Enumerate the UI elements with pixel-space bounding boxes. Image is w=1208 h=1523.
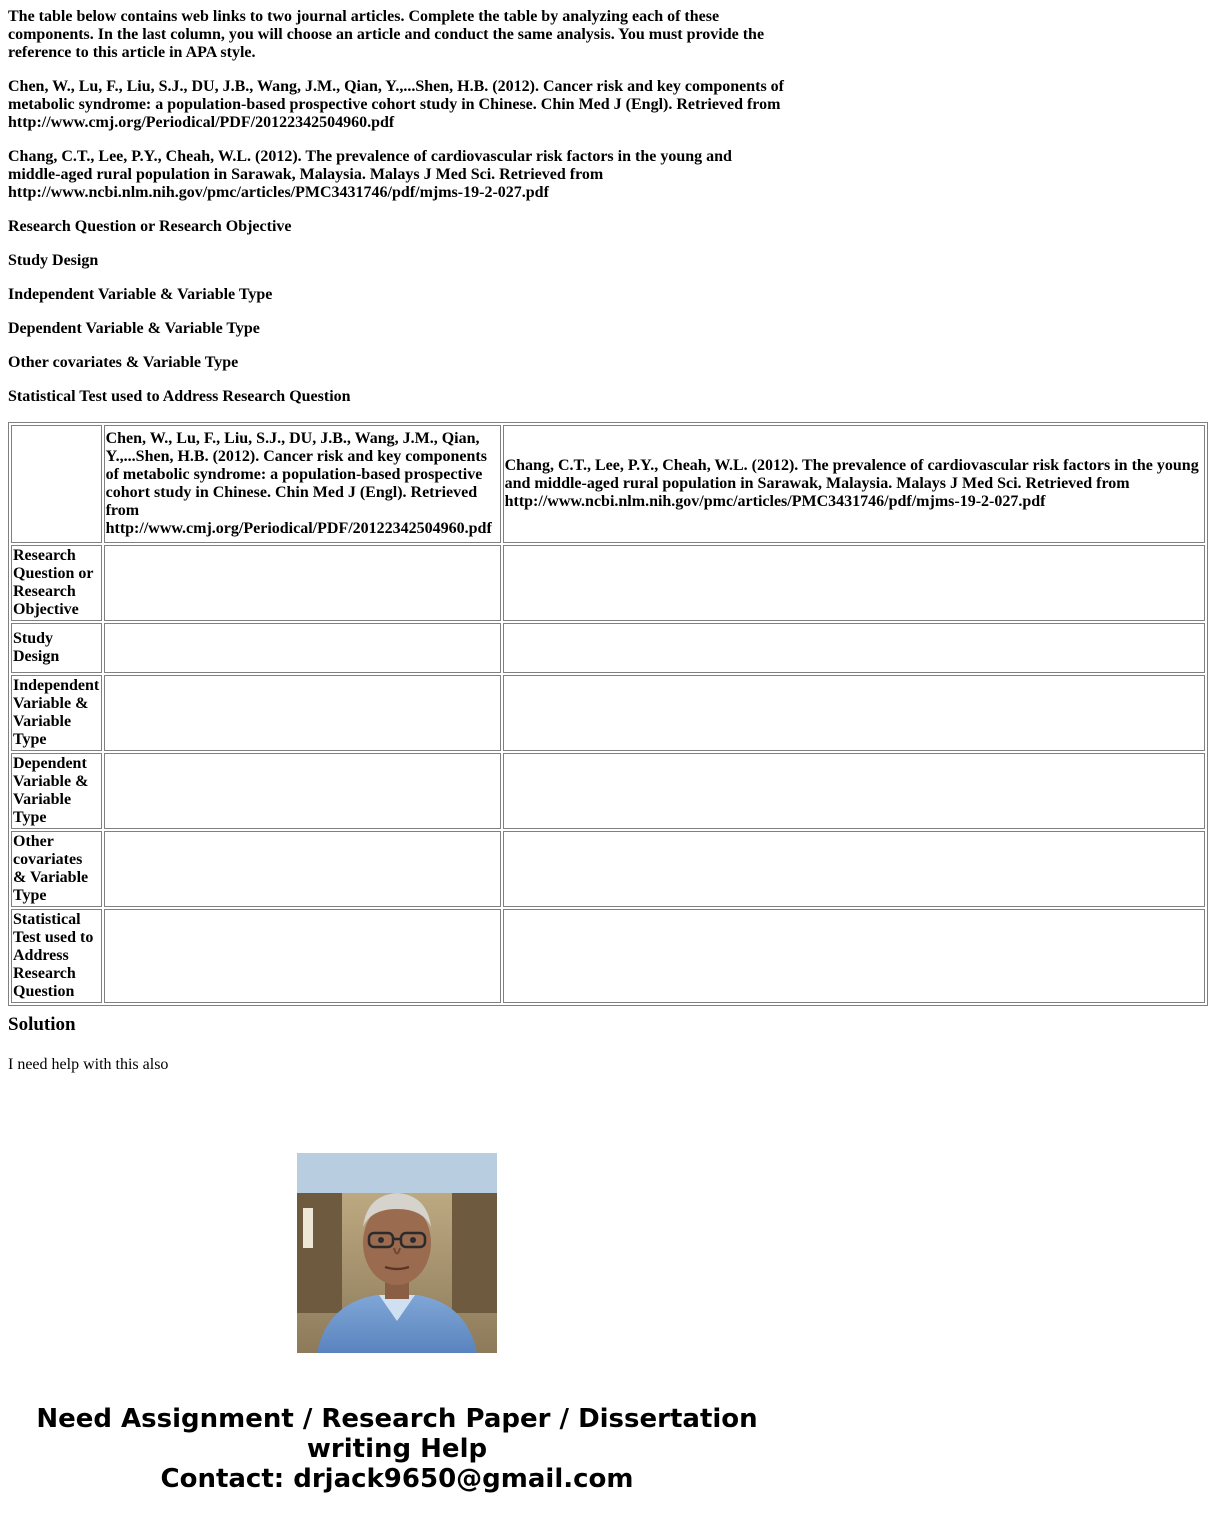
component-other-covariates: Other covariates & Variable Type <box>8 354 239 371</box>
table-row <box>11 623 1205 673</box>
row-label: Dependent Variable & Variable Type <box>11 753 102 829</box>
analysis-table-container <box>8 422 1199 1000</box>
table-cell <box>104 909 501 1003</box>
row-label: Research Question or Research Objective <box>11 545 102 621</box>
reference-1: Chen, W., Lu, F., Liu, S.J., DU, J.B., Wang, J.M., Qian, Y.,...Shen, H.B. (2012). Cancer risk and key components of metabolic syndrome: a population-based prospective cohort study in Chinese. Chin Med J (Engl). Retrieved from http://www.cmj.org/Periodical/PDF/20122342504960.pdf <box>8 78 784 131</box>
expert-avatar <box>297 1153 497 1353</box>
table-cell <box>503 909 1205 1003</box>
row-label: Independent Variable & Variable Type <box>11 675 102 751</box>
table-cell <box>503 753 1205 829</box>
question-body <box>8 8 794 422</box>
promo-line-1: Need Assignment / Research Paper / Dissertation <box>36 1404 758 1434</box>
component-research-question: Research Question or Research Objective <box>8 218 292 235</box>
component-statistical-test: Statistical Test used to Address Research Question <box>8 388 351 405</box>
expert-portrait-image <box>297 1153 497 1353</box>
table-row <box>11 675 1205 751</box>
promo-banner <box>0 1404 794 1494</box>
table-cell <box>104 623 501 673</box>
row-label: Statistical Test used to Address Research Question <box>11 909 102 1003</box>
table-row <box>11 909 1205 1003</box>
table-row <box>11 753 1205 829</box>
table-header-row <box>11 425 1205 543</box>
table-row <box>11 831 1205 907</box>
table-cell <box>503 831 1205 907</box>
solution-text: I need help with this also <box>8 1056 169 1073</box>
row-label: Study Design <box>11 623 102 673</box>
table-cell <box>104 675 501 751</box>
table-header-empty <box>11 425 102 543</box>
table-cell <box>503 675 1205 751</box>
component-study-design: Study Design <box>8 252 99 269</box>
component-dependent-variable: Dependent Variable & Variable Type <box>8 320 260 337</box>
table-cell <box>104 545 501 621</box>
table-header-article-1: Chen, W., Lu, F., Liu, S.J., DU, J.B., Wang, J.M., Qian, Y.,...Shen, H.B. (2012). Cancer risk and key components of metabolic syndrome: a population-based prospective cohort study in Chinese. Chin Med J (Engl). Retrieved from http://www.cmj.org/Periodical/PDF/20122342504960.pdf <box>104 425 501 543</box>
table-cell <box>104 753 501 829</box>
table-header-article-2: Chang, C.T., Lee, P.Y., Cheah, W.L. (2012). The prevalence of cardiovascular risk factors in the young and middle-aged rural population in Sarawak, Malaysia. Malays J Med Sci. Retrieved from http://www.ncbi.nlm.nih.gov/pmc/articles/PMC3431746/pdf/mjms-19-2-027.pdf <box>503 425 1205 543</box>
row-label: Other covariates & Variable Type <box>11 831 102 907</box>
promo-line-2: writing Help <box>306 1434 488 1464</box>
table-cell <box>104 831 501 907</box>
analysis-table <box>8 422 1208 1006</box>
component-independent-variable: Independent Variable & Variable Type <box>8 286 273 303</box>
promo-contact: Contact: drjack9650@gmail.com <box>160 1464 634 1494</box>
table-cell <box>503 623 1205 673</box>
table-cell <box>503 545 1205 621</box>
reference-2: Chang, C.T., Lee, P.Y., Cheah, W.L. (2012). The prevalence of cardiovascular risk factors in the young and middle-aged rural population in Sarawak, Malaysia. Malays J Med Sci. Retrieved from http://www.ncbi.nlm.nih.gov/pmc/articles/PMC3431746/pdf/mjms-19-2-027.pdf <box>8 148 732 201</box>
table-row <box>11 545 1205 621</box>
solution-heading: Solution <box>8 1014 76 1035</box>
intro-paragraph: The table below contains web links to two journal articles. Complete the table by analyzing each of these components. In the last column, you will choose an article and conduct the same analysis. You must provide the reference to this article in APA style. <box>8 8 765 61</box>
